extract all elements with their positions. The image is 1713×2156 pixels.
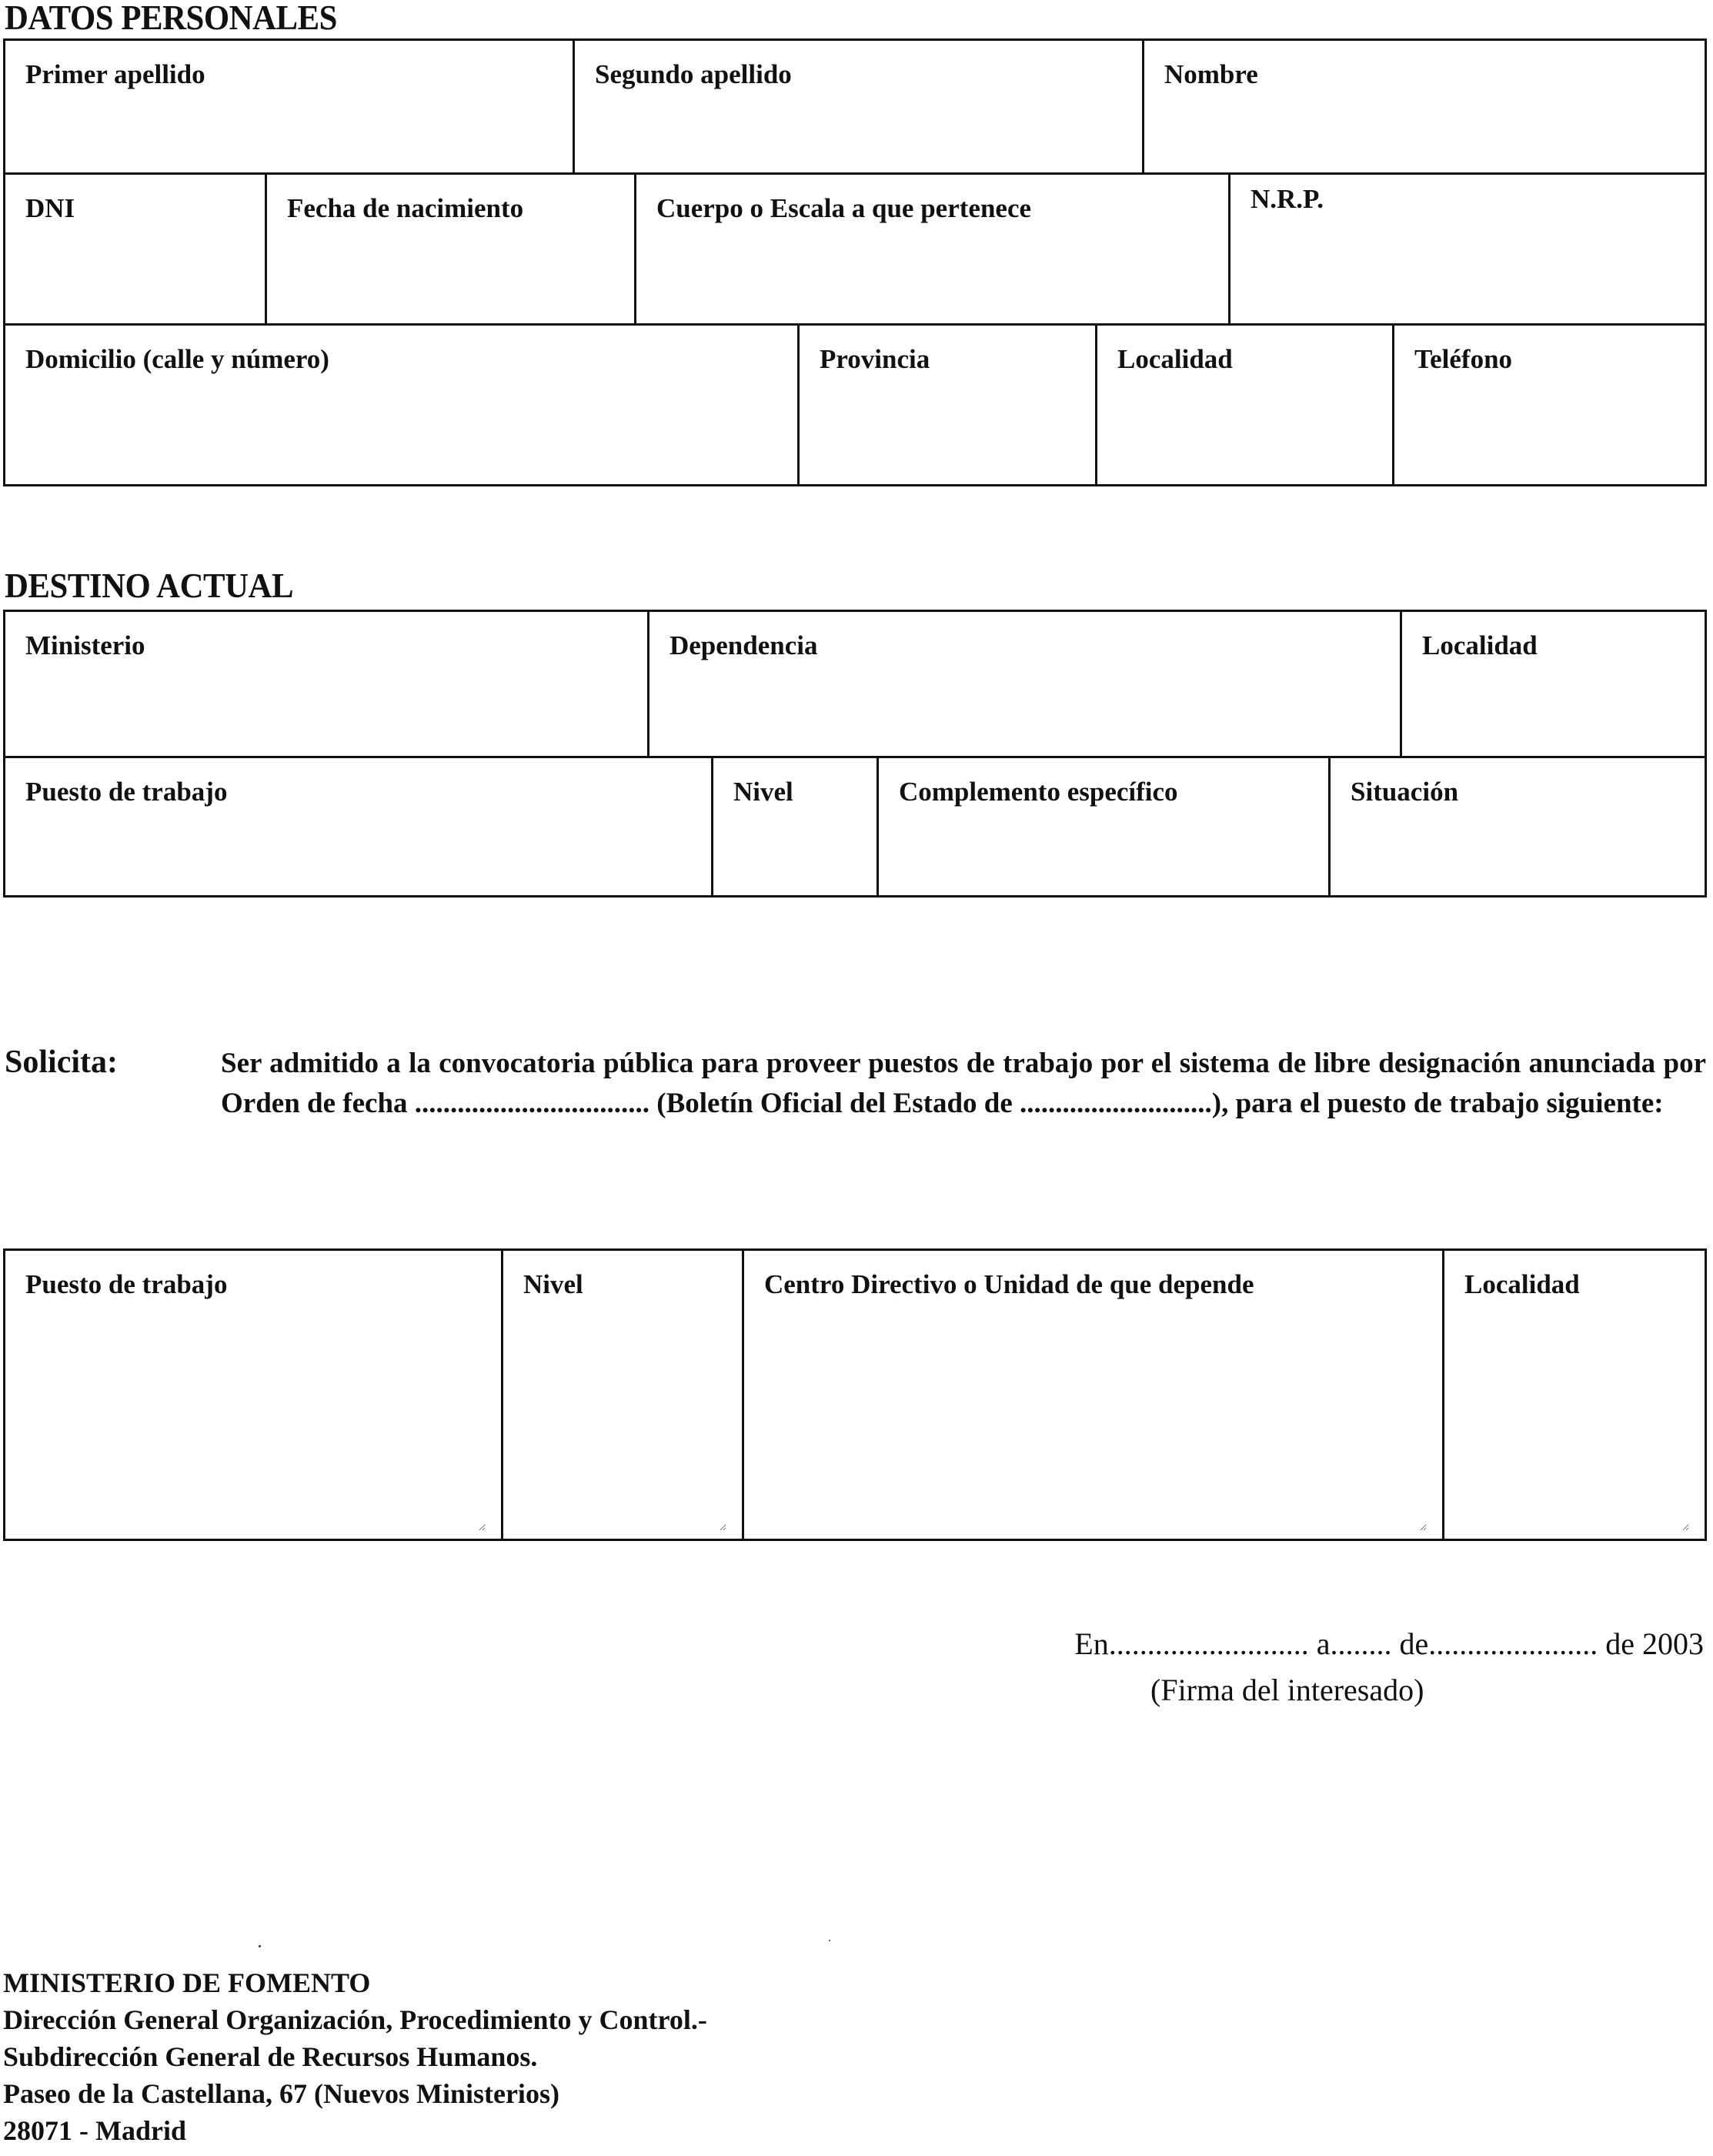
localidad-cell [1095, 323, 1394, 486]
footer-address [3, 1964, 707, 2149]
datos-personales-table [3, 38, 1707, 486]
centro-directivo-input[interactable] [764, 1312, 1427, 1531]
cuerpo-escala-label: Cuerpo o Escala a que pertenece [656, 193, 1032, 223]
segundo-apellido-label: Segundo apellido [595, 59, 792, 89]
complemento-especifico-input[interactable] [899, 820, 1313, 887]
datos-personales-row-1 [3, 38, 1707, 175]
telefono-label: Teléfono [1414, 344, 1513, 374]
dni-input[interactable] [25, 236, 249, 316]
datos-personales-row-3 [3, 323, 1707, 486]
dni-label: DNI [25, 193, 75, 223]
fecha-nacimiento-input[interactable] [287, 236, 619, 316]
complemento-especifico-cell [877, 756, 1331, 897]
datos-personales-heading: DATOS PERSONALES [5, 0, 337, 37]
solicitado-nivel-input[interactable] [523, 1312, 726, 1531]
solicitado-puesto-input[interactable] [25, 1312, 486, 1531]
centro-directivo-cell [742, 1248, 1444, 1541]
primer-apellido-label: Primer apellido [25, 59, 205, 89]
signature-date-line: En.......................... a........ de...................... de 2003 [1074, 1626, 1704, 1661]
fecha-nacimiento-cell [265, 172, 636, 326]
centro-directivo-label: Centro Directivo o Unidad de que depende [764, 1269, 1254, 1299]
datos-personales-row-2 [3, 172, 1707, 326]
destino-localidad-label: Localidad [1422, 630, 1538, 660]
solicita-text: Ser admitido a la convocatoria pública para proveer puestos de trabajo por el sistema de libre designación anunciada por Orden de fecha ................................. (Boletín Oficial del Estado de ...........................), para el puesto de trabajo siguiente: [221, 1048, 1706, 1119]
solicitado-puesto-cell [3, 1248, 503, 1541]
dependencia-input[interactable] [670, 674, 1384, 748]
solicita-label: Solicita: [5, 1045, 118, 1080]
segundo-apellido-input[interactable] [595, 102, 1127, 165]
destino-actual-table [3, 610, 1707, 897]
puesto-trabajo-input[interactable] [25, 820, 696, 887]
nrp-input[interactable] [1251, 236, 1689, 316]
solicitado-puesto-label: Puesto de trabajo [25, 1269, 228, 1299]
puesto-trabajo-cell [3, 756, 713, 897]
cuerpo-escala-input[interactable] [656, 236, 1213, 316]
puesto-trabajo-label: Puesto de trabajo [25, 777, 228, 807]
nombre-label: Nombre [1164, 59, 1258, 89]
destino-actual-heading: DESTINO ACTUAL [5, 566, 294, 605]
primer-apellido-cell [3, 38, 575, 175]
ministerio-input[interactable] [25, 674, 632, 748]
destino-actual-row-2 [3, 756, 1707, 897]
situacion-input[interactable] [1351, 820, 1689, 887]
signature-caption: (Firma del interesado) [1150, 1673, 1424, 1707]
destino-localidad-cell [1400, 610, 1707, 758]
nombre-input[interactable] [1164, 102, 1689, 165]
primer-apellido-input[interactable] [25, 102, 557, 165]
cuerpo-escala-cell [634, 172, 1230, 326]
nivel-label: Nivel [733, 777, 793, 807]
nrp-cell [1228, 172, 1707, 326]
destino-localidad-input[interactable] [1422, 674, 1689, 748]
telefono-cell [1392, 323, 1707, 486]
dni-cell [3, 172, 267, 326]
localidad-input[interactable] [1117, 387, 1377, 476]
solicitado-nivel-label: Nivel [523, 1269, 583, 1299]
footer-street: Paseo de la Castellana, 67 (Nuevos Ministerios) [3, 2078, 559, 2109]
domicilio-input[interactable] [25, 387, 782, 476]
scan-speck [259, 1945, 261, 1947]
dependencia-label: Dependencia [670, 630, 818, 660]
scan-speck [829, 1940, 830, 1941]
footer-subdireccion: Subdirección General de Recursos Humanos. [3, 2041, 538, 2072]
footer-direccion-general: Dirección General Organización, Procedimiento y Control.- [3, 2004, 707, 2035]
provincia-cell [797, 323, 1097, 486]
solicitado-localidad-label: Localidad [1464, 1269, 1580, 1299]
situacion-label: Situación [1351, 777, 1459, 807]
nivel-input[interactable] [733, 820, 861, 887]
ministerio-label: Ministerio [25, 630, 145, 660]
localidad-label: Localidad [1117, 344, 1233, 374]
solicitado-localidad-cell [1442, 1248, 1707, 1541]
complemento-especifico-label: Complemento específico [899, 777, 1178, 807]
domicilio-label: Domicilio (calle y número) [25, 344, 329, 374]
segundo-apellido-cell [573, 38, 1144, 175]
nrp-label: N.R.P. [1251, 184, 1324, 214]
solicitado-nivel-cell [501, 1248, 744, 1541]
telefono-input[interactable] [1414, 387, 1689, 476]
provincia-label: Provincia [820, 344, 930, 374]
puesto-solicitado-row [3, 1248, 1707, 1541]
ministerio-cell [3, 610, 649, 758]
provincia-input[interactable] [820, 387, 1080, 476]
footer-postal-city: 28071 - Madrid [3, 2115, 186, 2146]
puesto-solicitado-table [3, 1248, 1707, 1541]
footer-ministry: MINISTERIO DE FOMENTO [3, 1967, 371, 1998]
dependencia-cell [647, 610, 1402, 758]
domicilio-cell [3, 323, 800, 486]
nombre-cell [1142, 38, 1707, 175]
situacion-cell [1328, 756, 1707, 897]
solicitado-localidad-input[interactable] [1464, 1312, 1689, 1531]
fecha-nacimiento-label: Fecha de nacimiento [287, 193, 524, 223]
nivel-cell [711, 756, 879, 897]
destino-actual-row-1 [3, 610, 1707, 758]
